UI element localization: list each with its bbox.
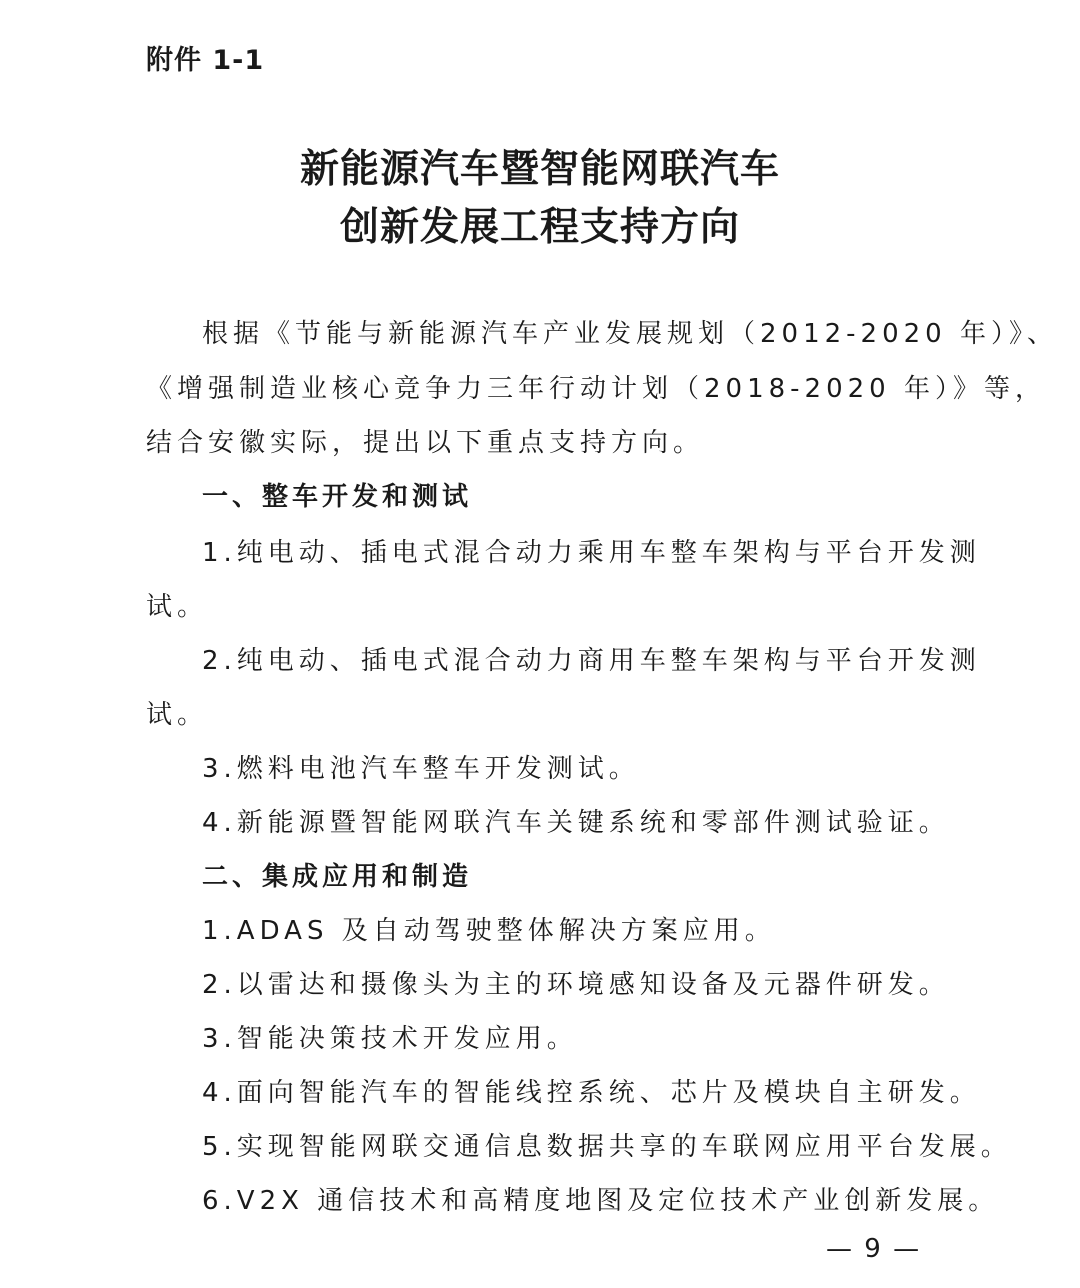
section1-item-3: 3.燃料电池汽车整车开发测试。 [202, 754, 640, 784]
section1-item-4: 4.新能源暨智能网联汽车关键系统和零部件测试验证。 [202, 808, 950, 838]
intro-line-1: 根据《节能与新能源汽车产业发展规划（2012-2020 年）》、 [202, 319, 1058, 349]
section1-item-1-line-2: 试。 [146, 592, 209, 622]
section2-item-1: 1.ADAS 及自动驾驶整体解决方案应用。 [202, 916, 776, 946]
section2-item-2: 2.以雷达和摄像头为主的环境感知设备及元器件研发。 [202, 970, 950, 1000]
section2-item-6: 6.V2X 通信技术和高精度地图及定位技术产业创新发展。 [202, 1186, 1000, 1216]
section1-item-2-line-1: 2.纯电动、插电式混合动力商用车整车架构与平台开发测 [202, 646, 981, 676]
section1-item-1-line-1: 1.纯电动、插电式混合动力乘用车整车架构与平台开发测 [202, 538, 981, 568]
section-heading-2: 二、集成应用和制造 [202, 862, 473, 892]
document-title-line-1: 新能源汽车暨智能网联汽车 [299, 146, 780, 192]
intro-line-2: 《增强制造业核心竞争力三年行动计划（2018-2020 年）》等， [146, 374, 1046, 404]
section2-item-3: 3.智能决策技术开发应用。 [202, 1024, 578, 1054]
section2-item-4: 4.面向智能汽车的智能线控系统、芯片及模块自主研发。 [202, 1078, 981, 1108]
section-heading-1: 一、整车开发和测试 [202, 482, 473, 512]
section1-item-2-line-2: 试。 [146, 700, 209, 730]
page-number: — 9 — [826, 1234, 922, 1264]
section2-item-5: 5.实现智能网联交通信息数据共享的车联网应用平台发展。 [202, 1132, 1012, 1162]
intro-line-3: 结合安徽实际，提出以下重点支持方向。 [146, 428, 705, 458]
attachment-label: 附件 1-1 [146, 45, 265, 76]
document-title-line-2: 创新发展工程支持方向 [339, 204, 740, 250]
